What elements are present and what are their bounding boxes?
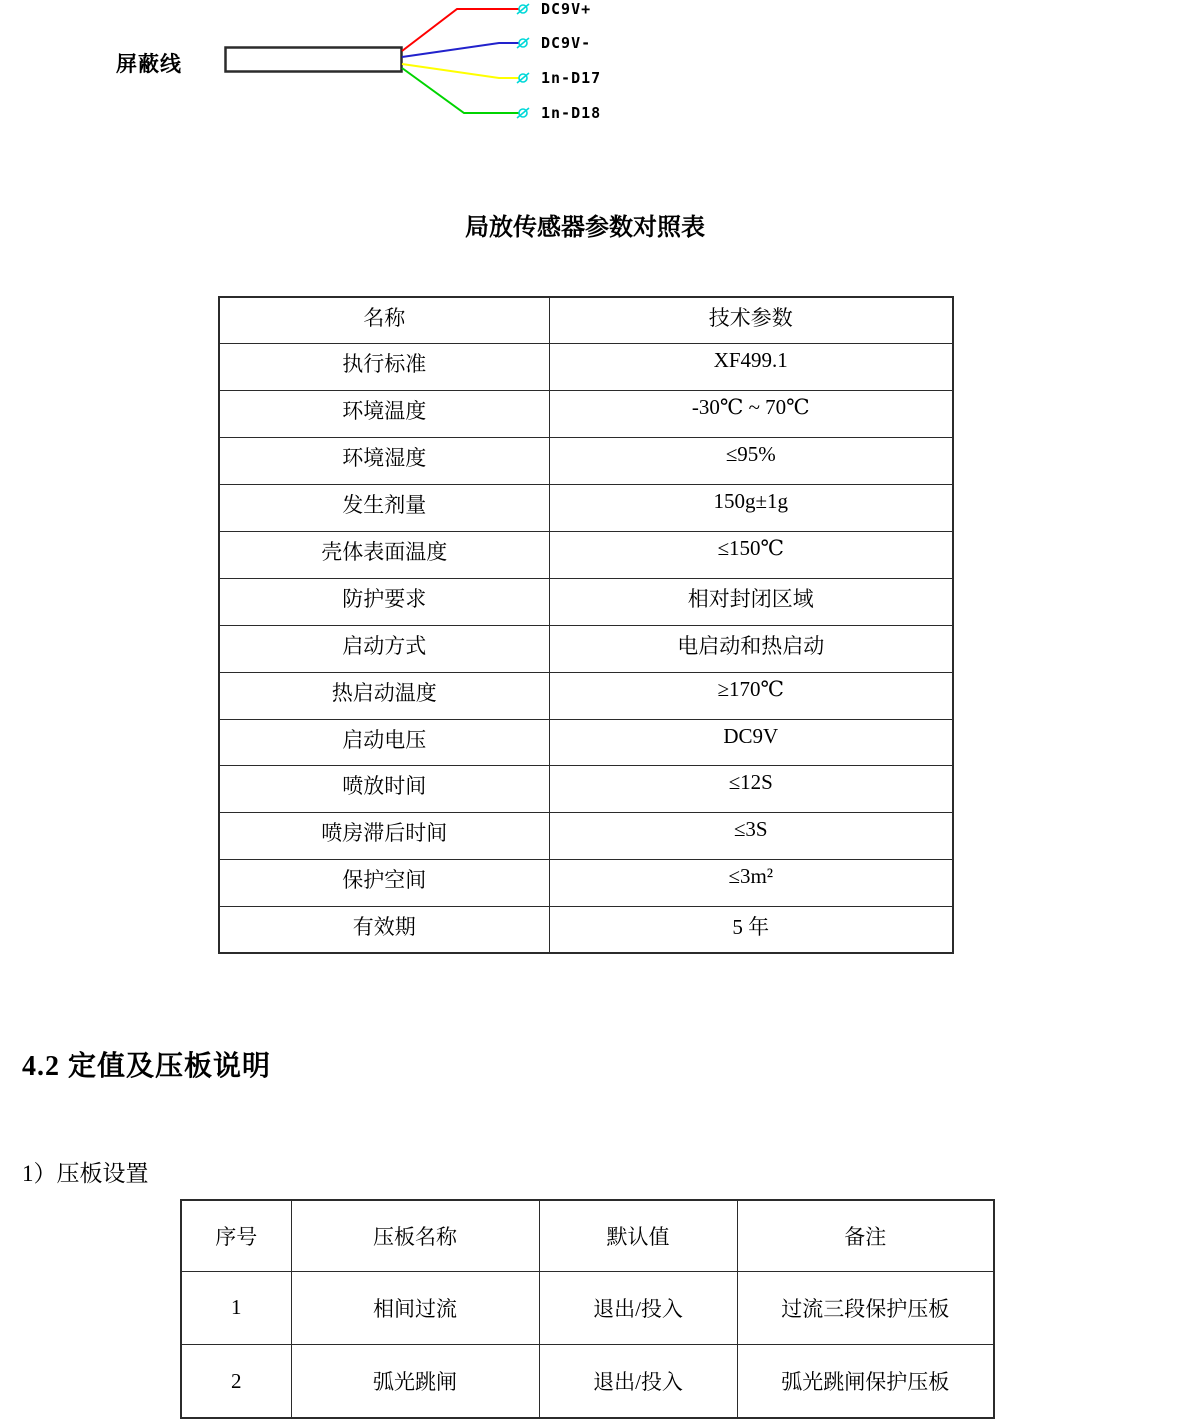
- table-cell: 有效期: [219, 907, 549, 954]
- table-row: [219, 578, 953, 625]
- table-row: [219, 672, 953, 719]
- table-cell: 防护要求: [219, 578, 549, 625]
- table-cell: -30℃ ~ 70℃: [549, 391, 953, 438]
- wire-label-dc9v-minus: DC9V-: [541, 34, 592, 52]
- terminal-marker: [517, 4, 529, 14]
- table-row: [219, 860, 953, 907]
- table-row: [219, 907, 953, 954]
- table-cell: 环境湿度: [219, 438, 549, 485]
- table-cell: 5 年: [549, 907, 953, 954]
- column-header: 备注: [737, 1200, 994, 1271]
- column-header: 默认值: [539, 1200, 737, 1271]
- subsection-label: 1）压板设置: [22, 1161, 149, 1186]
- table-cell: ≥170℃: [549, 672, 953, 719]
- table-cell: 启动方式: [219, 625, 549, 672]
- blue-wire: [402, 43, 519, 57]
- table-cell: 启动电压: [219, 719, 549, 766]
- section-heading: 4.2 定值及压板说明: [22, 1051, 272, 1082]
- column-header: 名称: [219, 297, 549, 344]
- table-cell: 壳体表面温度: [219, 531, 549, 578]
- table-cell: 过流三段保护压板: [737, 1271, 994, 1345]
- wire-label-1n-d17: 1n-D17: [541, 69, 602, 87]
- table-cell: 喷房滞后时间: [219, 813, 549, 860]
- green-wire: [402, 68, 519, 113]
- table-row: [219, 766, 953, 813]
- table-cell: ≤95%: [549, 438, 953, 485]
- table-cell: ≤3S: [549, 813, 953, 860]
- table-row: [181, 1345, 994, 1419]
- table-row: [219, 625, 953, 672]
- table-cell: 保护空间: [219, 860, 549, 907]
- sensor-table-title: 局放传感器参数对照表: [465, 215, 705, 241]
- table-cell: 电启动和热启动: [549, 625, 953, 672]
- table-cell: 执行标准: [219, 344, 549, 391]
- shielded-cable-rect: [226, 48, 402, 72]
- sensor-table: [218, 296, 954, 954]
- table-cell: 发生剂量: [219, 485, 549, 532]
- table-cell: 弧光跳闸: [291, 1345, 539, 1419]
- table-row: [181, 1271, 994, 1345]
- table-header-row: [219, 297, 953, 344]
- table-header-row: [181, 1200, 994, 1271]
- table-cell: ≤3m²: [549, 860, 953, 907]
- column-header: 序号: [181, 1200, 291, 1271]
- table-cell: 退出/投入: [539, 1271, 737, 1345]
- wire-label-dc9v-plus: DC9V+: [541, 0, 592, 18]
- table-cell: 热启动温度: [219, 672, 549, 719]
- table-cell: XF499.1: [549, 344, 953, 391]
- table-cell: ≤12S: [549, 766, 953, 813]
- table-row: [219, 719, 953, 766]
- table-row: [219, 485, 953, 532]
- table-cell: DC9V: [549, 719, 953, 766]
- table-row: [219, 813, 953, 860]
- table-row: [219, 531, 953, 578]
- wire-label-1n-d18: 1n-D18: [541, 104, 602, 122]
- yellow-wire: [402, 64, 519, 78]
- table-row: [219, 438, 953, 485]
- table-row: [219, 344, 953, 391]
- table-cell: 退出/投入: [539, 1345, 737, 1419]
- column-header: 技术参数: [549, 297, 953, 344]
- terminal-marker: [517, 38, 529, 48]
- table-cell: 喷放时间: [219, 766, 549, 813]
- column-header: 压板名称: [291, 1200, 539, 1271]
- terminal-marker: [517, 73, 529, 83]
- plate-table: [180, 1199, 995, 1419]
- table-cell: 150g±1g: [549, 485, 953, 532]
- table-cell: 相对封闭区域: [549, 578, 953, 625]
- table-cell: 2: [181, 1345, 291, 1419]
- table-cell: 相间过流: [291, 1271, 539, 1345]
- table-cell: 1: [181, 1271, 291, 1345]
- terminal-marker: [517, 108, 529, 118]
- cable-label: 屏蔽线: [116, 53, 182, 76]
- table-cell: 环境温度: [219, 391, 549, 438]
- red-wire: [402, 9, 519, 51]
- table-cell: 弧光跳闸保护压板: [737, 1345, 994, 1419]
- table-row: [219, 391, 953, 438]
- table-cell: ≤150℃: [549, 531, 953, 578]
